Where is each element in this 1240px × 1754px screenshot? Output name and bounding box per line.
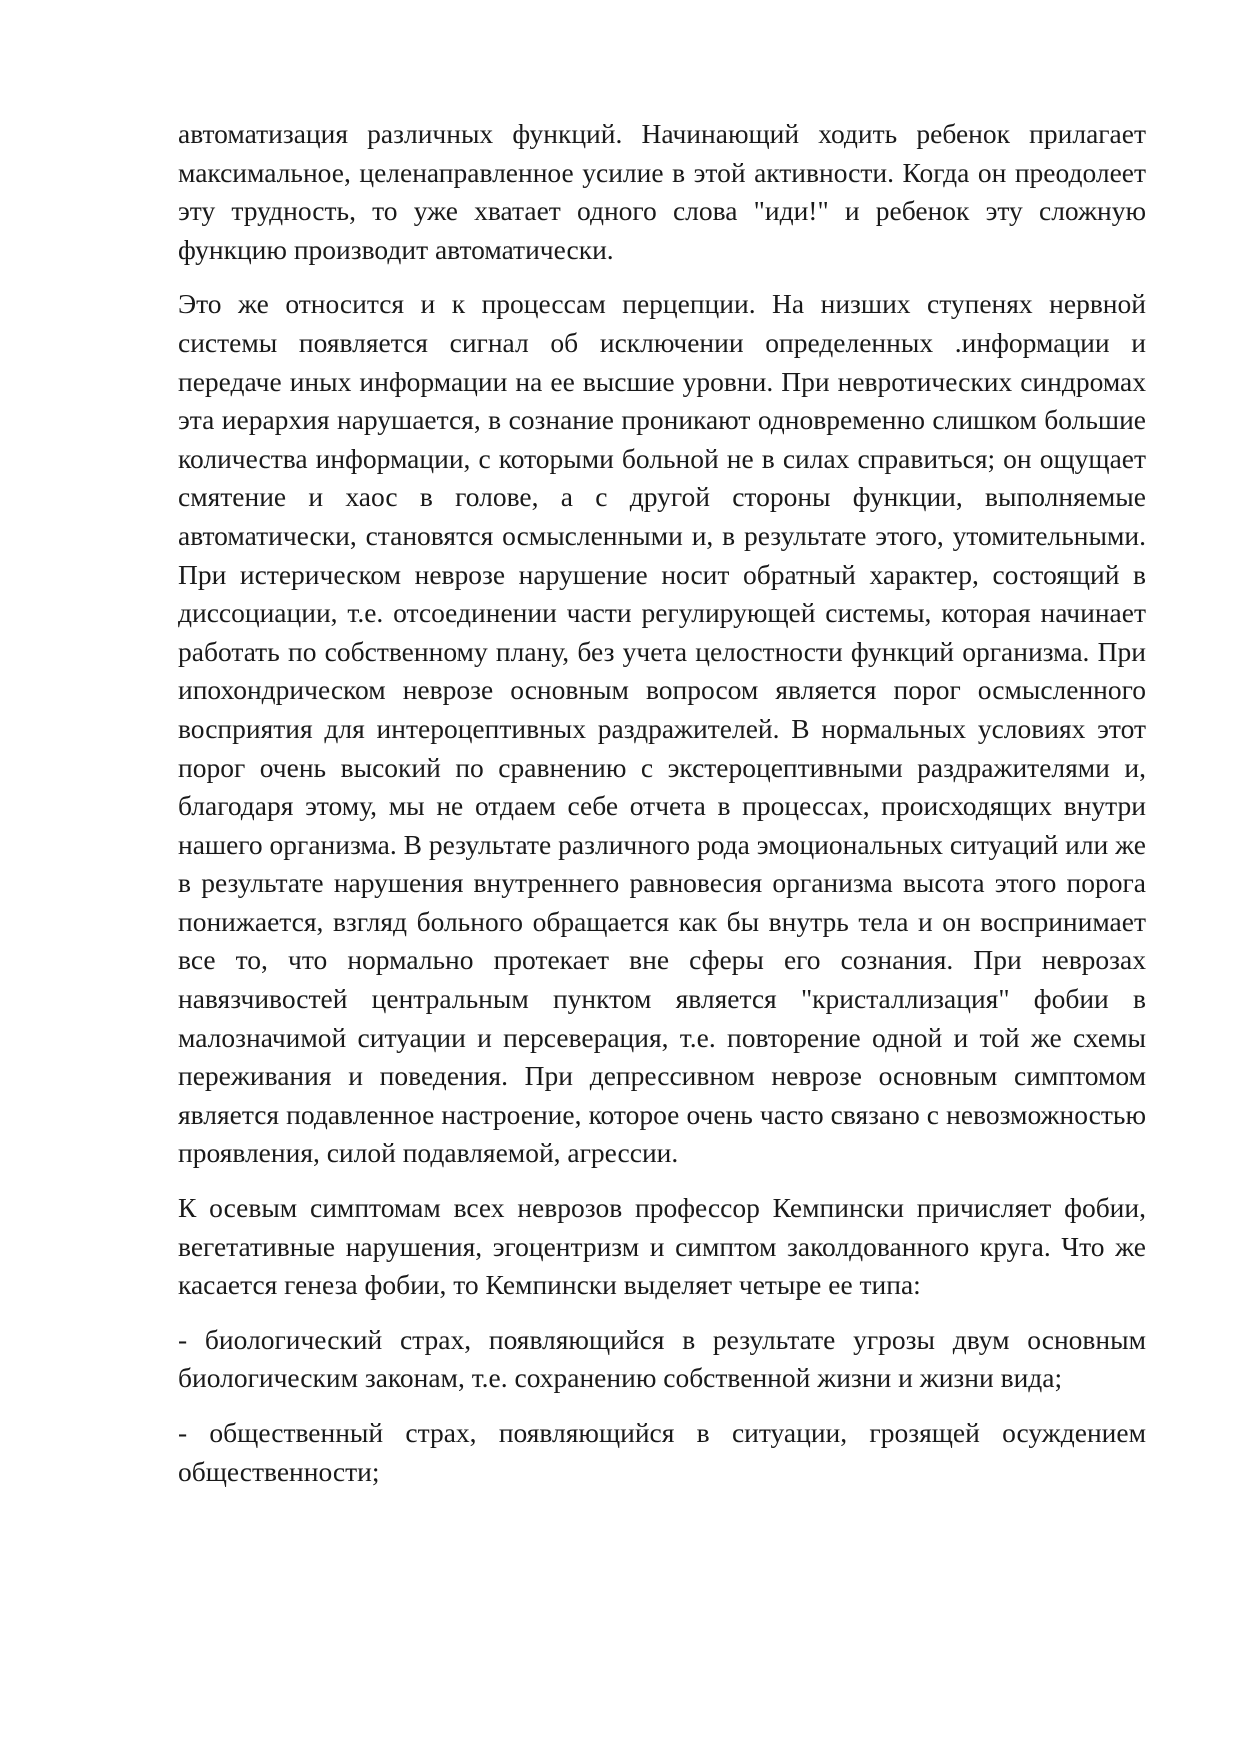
list-item-social-fear: - общественный страх, появляющийся в ситуации, грозящей осуждением общественности; [178,1417,1146,1487]
paragraph-perception: Это же относится и к процессам перцепции. На низших ступенях нервной системы появляется сигнал об исключении определенных .информации и передаче иных информации на ее высшие уровни. При невротических синдромах эта иерархия нарушается, в сознание проникают одновременно слишком большие количества информации, с которыми больной не в силах справиться; он ощущает смятение и хаос в голове, а с другой стороны функции, выполняемые автоматически, становятся осмысленными и, в результате этого, утомительными. При истерическом неврозе нарушение носит обратный характер, состоящий в диссоциации, т.е. отсоединении части регулирующей системы, которая начинает работать по собственному плану, без учета целостности функций организма. При ипохондрическом неврозе основным вопросом является порог осмысленного восприятия для интероцептивных раздражителей. В нормальных условиях этот порог очень высокий по сравнению с экстероцептивными раздражителями и, благодаря этому, мы не отдаем себе отчета в процессах, происходящих внутри нашего организма. В результате различного рода эмоциональных ситуаций или же в результате нарушения внутреннего равновесия организма высота этого порога понижается, взгляд больного обращается как бы внутрь тела и он воспринимает все то, что нормально протекает вне сферы его сознания. При неврозах навязчивостей центральным пунктом является "кристаллизация" фобии в малозначимой ситуации и персеверация, т.е. повторение одной и той же схемы переживания и поведения. При депрессивном неврозе основным симптомом является подавленное настроение, которое очень часто связано с невозможностью проявления, силой подавляемой, агрессии. [178,288,1146,1169]
list-item-biological-fear: - биологический страх, появляющийся в результате угрозы двум основным биологическим законам, т.е. сохранению собственной жизни и жизни вида; [178,1323,1146,1394]
paragraph-axial-symptoms: К осевым симптомам всех неврозов профессор Кемпински причисляет фобии, вегетативные нарушения, эгоцентризм и симптом заколдованного круга. Что же касается генеза фобии, то Кемпински выделяет четыре ее типа: [178,1192,1146,1301]
paragraph-automatization: автоматизация различных функций. Начинающий ходить ребенок прилагает максимальное, целенаправленное усилие в этой активности. Когда он преодолеет эту трудность, то уже хватает одного слова "иди!" и ребенок эту сложную функцию производит автоматически. [178,118,1146,265]
document-body [178,115,1146,1507]
